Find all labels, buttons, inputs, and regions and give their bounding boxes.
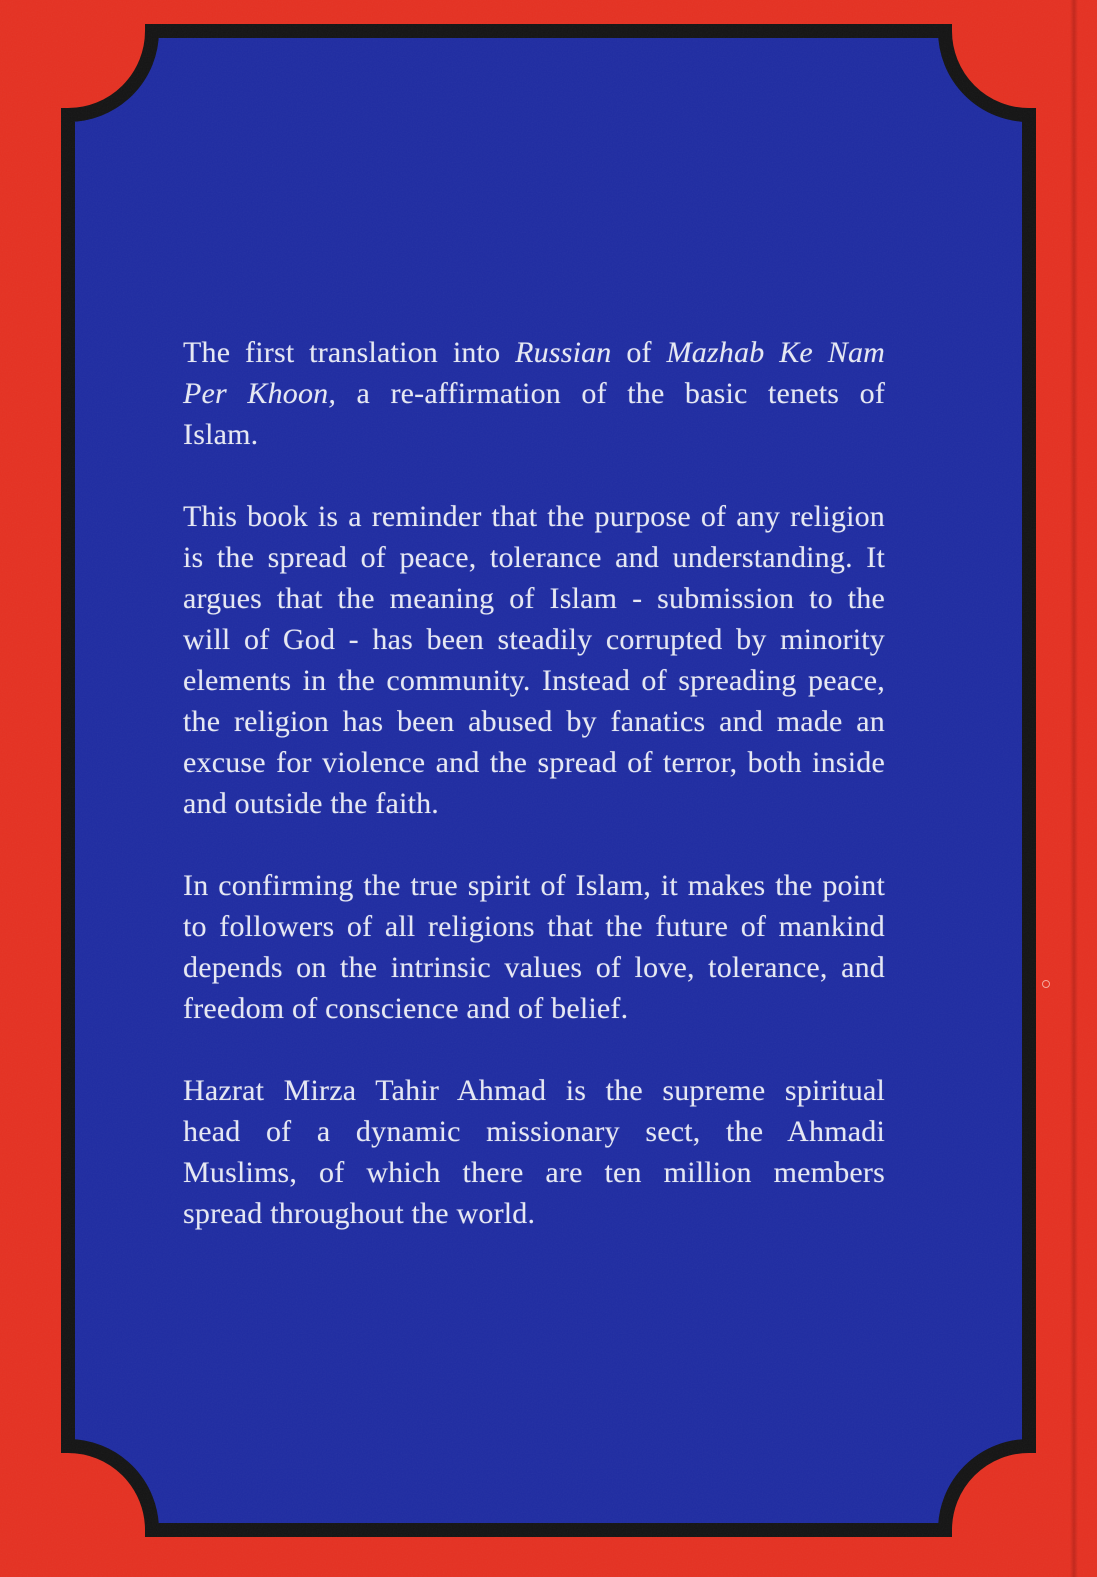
paragraph bbox=[183, 865, 885, 1029]
text-line bbox=[183, 742, 885, 783]
text-segment: is the spread of peace, tolerance and understanding. It bbox=[183, 541, 885, 574]
text-segment: a re-affirmation of the basic tenets of bbox=[336, 377, 886, 410]
text-segment: Hazrat Mirza Tahir Ahmad is the supreme spiritual bbox=[183, 1074, 885, 1107]
back-cover-text bbox=[183, 332, 885, 1234]
text-segment: to followers of all religions that the future of mankind bbox=[183, 910, 885, 943]
text-segment: In confirming the true spirit of Islam, it makes the point bbox=[183, 869, 885, 902]
text-line bbox=[183, 947, 885, 988]
text-segment: excuse for violence and the spread of terror, both inside bbox=[183, 746, 885, 779]
text-segment: The first translation into bbox=[183, 336, 516, 369]
text-line bbox=[183, 988, 885, 1029]
text-line bbox=[183, 906, 885, 947]
text-segment: depends on the intrinsic values of love, tolerance, and bbox=[183, 951, 885, 984]
text-line bbox=[183, 332, 885, 373]
text-line bbox=[183, 619, 885, 660]
text-line bbox=[183, 414, 885, 455]
paragraph bbox=[183, 332, 885, 455]
italic-text: Mazhab Ke Nam bbox=[666, 336, 886, 369]
paragraph bbox=[183, 496, 885, 824]
text-segment: argues that the meaning of Islam - submission to the bbox=[183, 582, 885, 615]
text-segment: spread throughout the world. bbox=[183, 1197, 536, 1230]
text-line bbox=[183, 701, 885, 742]
text-segment: the religion has been abused by fanatics and made an bbox=[183, 705, 885, 738]
text-line bbox=[183, 496, 885, 537]
text-line bbox=[183, 373, 885, 414]
text-line bbox=[183, 1111, 885, 1152]
text-line bbox=[183, 578, 885, 619]
text-line bbox=[183, 660, 885, 701]
text-segment: elements in the community. Instead of spreading peace, bbox=[183, 664, 885, 697]
text-line bbox=[183, 537, 885, 578]
text-segment: will of God - has been steadily corrupted by minority bbox=[183, 623, 885, 656]
text-line bbox=[183, 1152, 885, 1193]
italic-text: Per Khoon, bbox=[183, 377, 337, 410]
paragraph bbox=[183, 1070, 885, 1234]
text-line bbox=[183, 865, 885, 906]
text-segment: Islam. bbox=[183, 418, 259, 451]
text-segment: and outside the faith. bbox=[183, 787, 440, 820]
italic-text: Russian bbox=[515, 336, 612, 369]
text-line bbox=[183, 1070, 885, 1111]
text-segment: This book is a reminder that the purpose of any religion bbox=[183, 500, 885, 533]
text-line bbox=[183, 1193, 885, 1234]
text-segment: freedom of conscience and of belief. bbox=[183, 992, 629, 1025]
text-segment: head of a dynamic missionary sect, the Ahmadi bbox=[183, 1115, 885, 1148]
text-segment: of bbox=[611, 336, 667, 369]
text-segment: Muslims, of which there are ten million members bbox=[183, 1156, 885, 1189]
text-line bbox=[183, 783, 885, 824]
